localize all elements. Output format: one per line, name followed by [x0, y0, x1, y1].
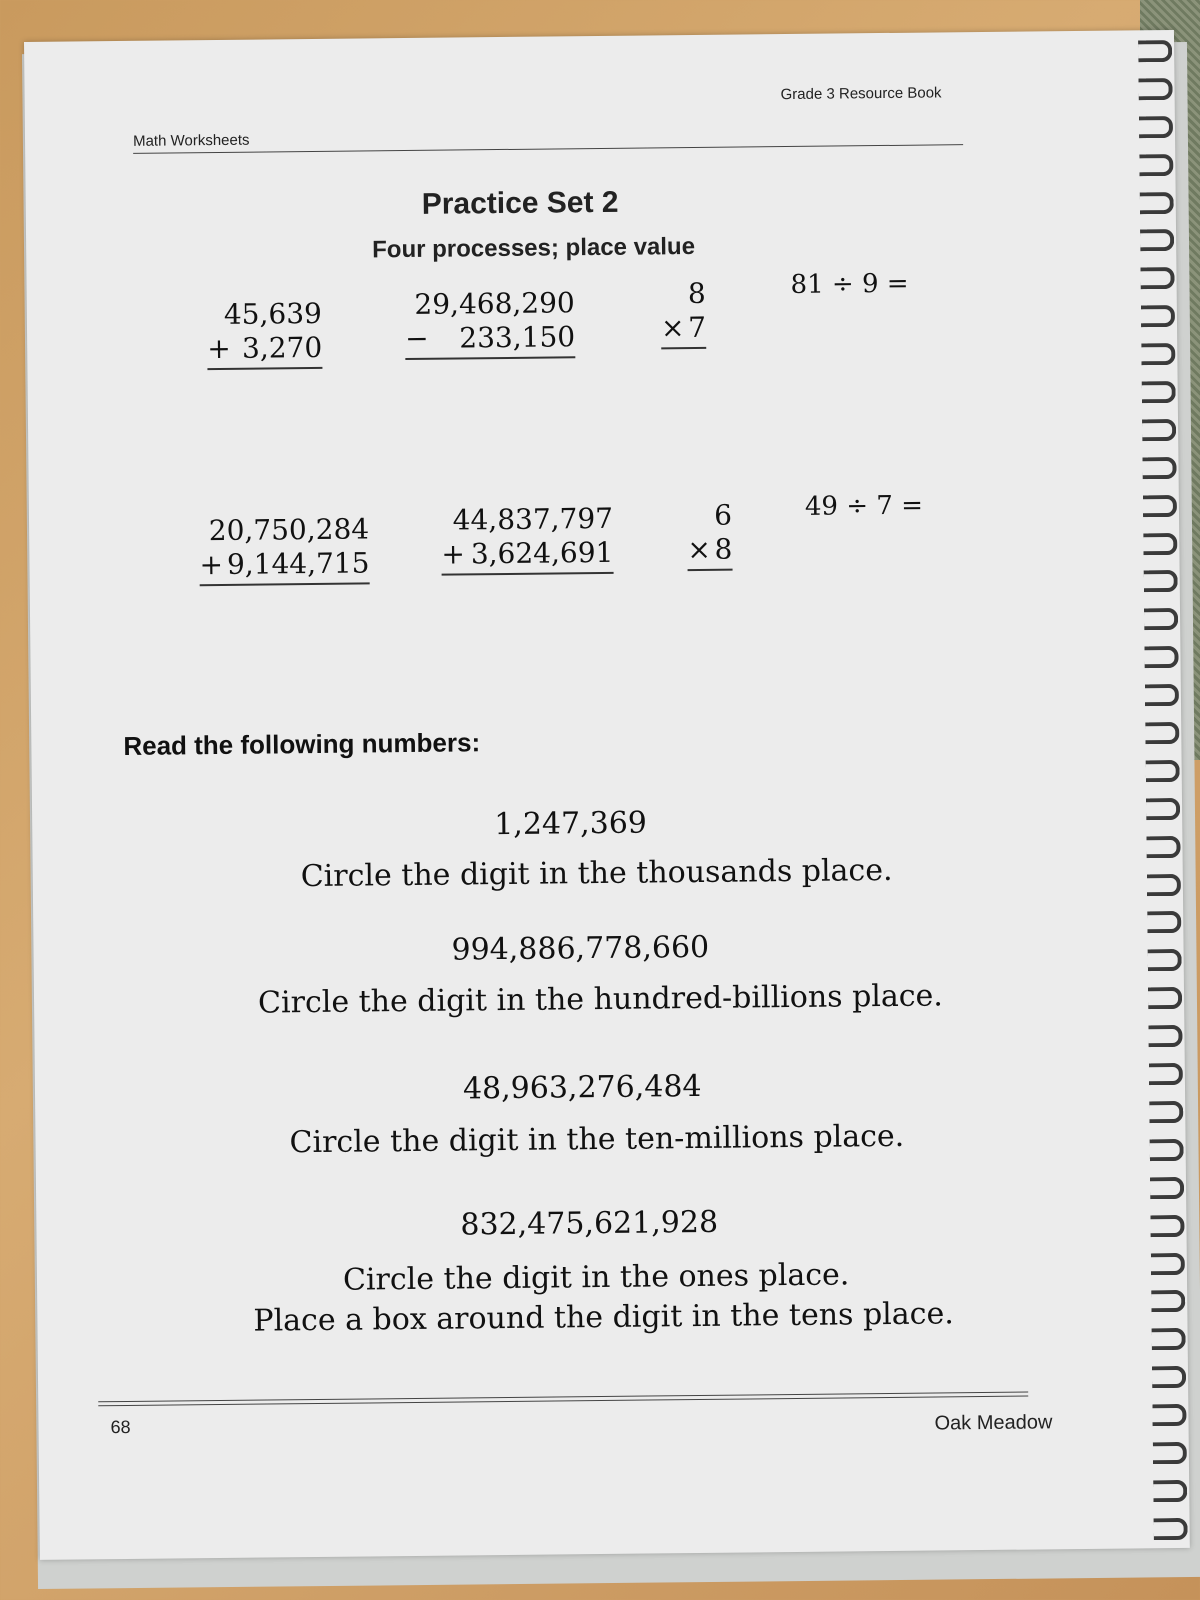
coil	[1146, 760, 1180, 782]
publisher-name: Oak Meadow	[934, 1411, 1053, 1435]
coil	[1146, 798, 1180, 820]
bottom-number: 233,150	[459, 320, 576, 355]
coil	[1148, 987, 1182, 1009]
operator: +	[441, 537, 466, 571]
coil	[1151, 1252, 1185, 1274]
coil	[1152, 1328, 1186, 1350]
coil	[1149, 1101, 1183, 1123]
coil	[1142, 457, 1176, 479]
coil	[1140, 229, 1174, 251]
page-title: Practice Set 2	[421, 185, 619, 221]
bottom-number: 8	[714, 532, 733, 566]
coil	[1144, 646, 1178, 668]
top-number: 29,468,290	[414, 286, 575, 321]
answer-line	[442, 572, 614, 576]
operator: ×	[687, 532, 711, 567]
coil	[1139, 154, 1173, 176]
coil	[1147, 874, 1181, 896]
coil	[1143, 495, 1177, 517]
page-subtitle: Four processes; place value	[372, 232, 696, 264]
addition-problem	[441, 502, 614, 576]
answer-line	[688, 569, 733, 571]
bottom-number: 7	[688, 310, 707, 345]
coil	[1146, 836, 1180, 858]
multiplication-problem	[660, 277, 706, 349]
coil	[1142, 381, 1176, 403]
instruction: Circle the digit in the hundred-billions place.	[257, 978, 944, 1021]
answer-line	[405, 356, 575, 360]
coil	[1143, 533, 1177, 555]
answer-line	[661, 347, 706, 349]
top-number: 44,837,797	[452, 501, 614, 537]
coil	[1154, 1518, 1188, 1540]
operator: −	[404, 321, 429, 356]
coil	[1140, 192, 1174, 214]
coil	[1138, 40, 1172, 62]
coil	[1141, 305, 1175, 327]
operator: +	[199, 547, 224, 582]
instruction: Circle the digit in the ten-millions place.	[289, 1118, 905, 1161]
header-right: Grade 3 Resource Book	[780, 84, 942, 104]
page-number: 68	[110, 1416, 131, 1438]
footer-rule	[98, 1392, 1028, 1407]
answer-line	[207, 367, 322, 370]
coil	[1142, 419, 1176, 441]
addition-problem	[207, 297, 323, 370]
coil	[1145, 722, 1179, 744]
coil	[1144, 608, 1178, 630]
subtraction-problem	[405, 286, 576, 360]
coil	[1140, 267, 1174, 289]
coil	[1150, 1139, 1184, 1161]
top-number: 8	[687, 276, 706, 311]
coil	[1149, 1063, 1183, 1085]
number-to-read: 994,886,778,660	[451, 929, 710, 968]
header-rule	[133, 144, 963, 154]
division-problem: 49 ÷ 7 =	[804, 490, 924, 522]
worksheet-page	[24, 30, 1190, 1560]
multiplication-problem	[687, 499, 733, 571]
instruction: Place a box around the digit in the tens place.	[253, 1296, 954, 1339]
coil	[1152, 1404, 1186, 1426]
top-number: 45,639	[223, 296, 323, 331]
coil	[1145, 684, 1179, 706]
bottom-number: 9,144,715	[226, 546, 370, 581]
coil	[1150, 1215, 1184, 1237]
coil	[1141, 343, 1175, 365]
addition-problem	[199, 512, 370, 586]
instruction: Circle the digit in the thousands place.	[300, 852, 893, 895]
top-number: 6	[713, 498, 733, 532]
division-problem: 81 ÷ 9 =	[790, 268, 909, 300]
number-to-read: 48,963,276,484	[462, 1068, 702, 1107]
bottom-number: 3,624,691	[470, 535, 614, 571]
number-to-read: 1,247,369	[494, 805, 648, 843]
operator: +	[207, 331, 231, 366]
operator: ×	[660, 311, 685, 345]
answer-line	[200, 582, 370, 586]
coil	[1144, 570, 1178, 592]
header-left: Math Worksheets	[132, 131, 250, 150]
coil	[1152, 1366, 1186, 1388]
coil	[1153, 1442, 1187, 1464]
top-number: 20,750,284	[208, 512, 370, 548]
section-heading: Read the following numbers:	[123, 727, 481, 761]
coil	[1151, 1290, 1185, 1312]
bottom-number: 3,270	[241, 330, 323, 365]
coil	[1147, 911, 1181, 933]
coil	[1138, 78, 1172, 100]
coil	[1150, 1177, 1184, 1199]
instruction: Circle the digit in the ones place.	[342, 1257, 850, 1298]
coil	[1139, 116, 1173, 138]
coil	[1148, 1025, 1182, 1047]
coil	[1148, 949, 1182, 971]
coil	[1153, 1480, 1187, 1502]
number-to-read: 832,475,621,928	[460, 1204, 719, 1243]
